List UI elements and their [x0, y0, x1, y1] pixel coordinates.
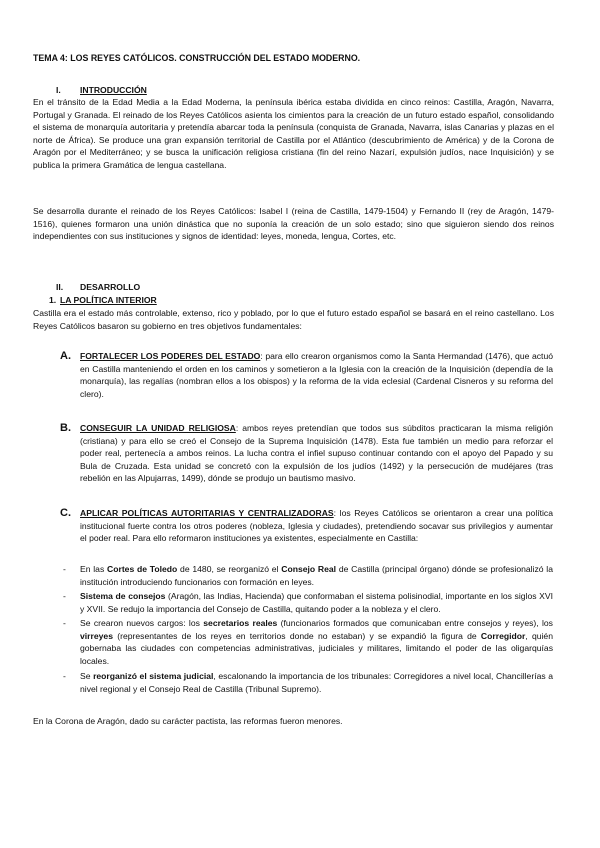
- list-text: de Castilla (principal órgano) dónde se profesionalizó la institución introduciendo funcionarios con formación en leyes.: [80, 564, 553, 587]
- list-text: Se crearon nuevos cargos: los: [80, 618, 204, 628]
- list-text: En las: [80, 564, 108, 574]
- list-item: [80, 617, 553, 667]
- list-item: [80, 670, 553, 695]
- objective-c: [80, 507, 553, 545]
- item-letter: A.: [60, 350, 71, 362]
- list-text: (Aragón, las Indias, Hacienda) que conformaban el sistema polisinodial, importante en los siglos XVI y XVII. Se redujo la importancia del Consejo de Castilla, quitando poder a la nobleza y el clero.: [80, 591, 553, 614]
- list-text: Se: [80, 671, 94, 681]
- list-term: Corregidor: [480, 630, 526, 641]
- list-text: , escalonando la importancia de los tribunales: Corregidores a nivel local, Chancillerías a nivel regional y el Consejo Real de Castilla (Tribunal Supremo).: [80, 671, 553, 694]
- section-heading: INTRODUCCIÓN: [80, 85, 147, 95]
- list-term: Consejo Real: [281, 564, 337, 574]
- list-text: , quién gobernaba las ciudades con competencias administrativas, judiciales y militares, limitando el poder de las oligarquías locales.: [80, 630, 553, 666]
- list-term: Cortes de Toledo: [107, 564, 178, 574]
- item-letter: C.: [60, 507, 71, 519]
- subsection-heading: LA POLÍTICA INTERIOR: [60, 295, 157, 305]
- document-title: TEMA 4: LOS REYES CATÓLICOS. CONSTRUCCIÓN DEL ESTADO MODERNO.: [33, 53, 361, 63]
- list-text: de 1480, se reorganizó el: [177, 564, 282, 574]
- list-text: (funcionarios formados que comunicaban entre consejos y reyes), los: [277, 618, 553, 628]
- objective-text: : para ello crearon organismos como la Santa Hermandad (1476), que actuó en Castilla manteniendo el orden en los caminos y sometieron a la Iglesia con la creación de la Inquisición (dependía de la monarquía), las regalías (nombran ellos a los obispos) y la reforma de la vida eclesial (Cardenal Cisneros y su reforma del clero).: [80, 351, 553, 399]
- objective-lead: APLICAR POLÍTICAS AUTORITARIAS Y CENTRALIZADORAS: [80, 508, 334, 518]
- intro-paragraph-2: Se desarrolla durante el reinado de los Reyes Católicos: Isabel I (reina de Castilla, 1479-1504) y Fernando II (rey de Aragón, 1479-1516), quienes formaron una unión dinástica que no suponía la creación de un solo estado; sino que siguieron siendo dos reinos independientes con sus instituciones y signos de identidad: leyes, moneda, lengua, Cortes, etc.: [33, 206, 554, 242]
- list-item: [80, 590, 553, 615]
- list-dash: -: [63, 671, 66, 681]
- objective-lead: FORTALECER LOS PODERES DEL ESTADO: [80, 351, 261, 361]
- subsection-number: 1.: [49, 295, 57, 305]
- list-term: Sistema de consejos: [80, 591, 166, 601]
- list-term: virreyes: [80, 630, 113, 641]
- objective-lead: CONSEGUIR LA UNIDAD RELIGIOSA: [80, 423, 236, 433]
- objective-b: [80, 422, 553, 485]
- list-dash: -: [63, 618, 66, 628]
- closing-paragraph: En la Corona de Aragón, dado su carácter pactista, las reformas fueron menores.: [33, 716, 343, 726]
- objective-text: : ambos reyes pretendían que todos sus súbditos practicaran la misma religión (cristiana) y para ello se creó el Consejo de la Suprema Inquisición (1478). Esta fue también un medio para reforzar el poder real, pertenecía a ambos reinos. La lucha contra el infiel supuso continuar contando con el apoyo del Papado y su Bula de Cruzada. Esta unidad se concretó con la expulsión de los judíos (1492) y la persecución de mudéjares (tras rebelión en las Alpujarras, 1499), dónde se produjo un bautismo masivo.: [80, 423, 553, 484]
- section-number: II.: [56, 282, 64, 292]
- list-term: reorganizó el sistema judicial: [93, 671, 214, 681]
- list-term: secretarios reales: [203, 618, 278, 628]
- intro-paragraph: En el tránsito de la Edad Media a la Edad Moderna, la península ibérica estaba dividida en cinco reinos: Castilla, Aragón, Navarra, Portugal y Granada. El reinado de los Reyes Católicos asienta los cimientos para la creación de un futuro estado español, consolidando el sistema de monarquía autoritaria y pretendía abarcar toda la península (conquista de Granada, Navarra, islas Canarias y plazas en el norte de África). Se produce una gran expansión territorial de Castilla por el Atlántico (descubrimiento de América) y de la Corona de Aragón por el Mediterráneo; y se busca la unificación religiosa cristiana (fin del reino Nazarí, expulsión judíos, nace Inquisición) y se publica la primera Gramática de lengua castellana.: [33, 97, 554, 170]
- subsection-intro: Castilla era el estado más controlable, extenso, rico y poblado, por lo que el futuro estado español se basará en el reino castellano. Los Reyes Católicos basaron su gobierno en tres objetivos fundamentales:: [33, 308, 554, 331]
- list-text: (representantes de los reyes en territorios donde no estaban) y se expandió la figura de: [112, 630, 481, 641]
- list-item: [80, 563, 553, 588]
- objective-text: : los Reyes Católicos se orientaron a crear una política institucional fuerte contra los otros poderes (nobleza, Iglesia y ciudades), pretendiendo socavar sus privilegios y aumentar el poder real. Para ello reformaron instituciones ya existentes, especialmente en Castilla:: [80, 508, 554, 544]
- objective-a: [80, 350, 553, 400]
- section-number: I.: [56, 85, 61, 95]
- list-dash: -: [63, 591, 66, 601]
- section-heading: DESARROLLO: [80, 282, 141, 292]
- list-dash: -: [63, 564, 66, 574]
- item-letter: B.: [60, 422, 71, 434]
